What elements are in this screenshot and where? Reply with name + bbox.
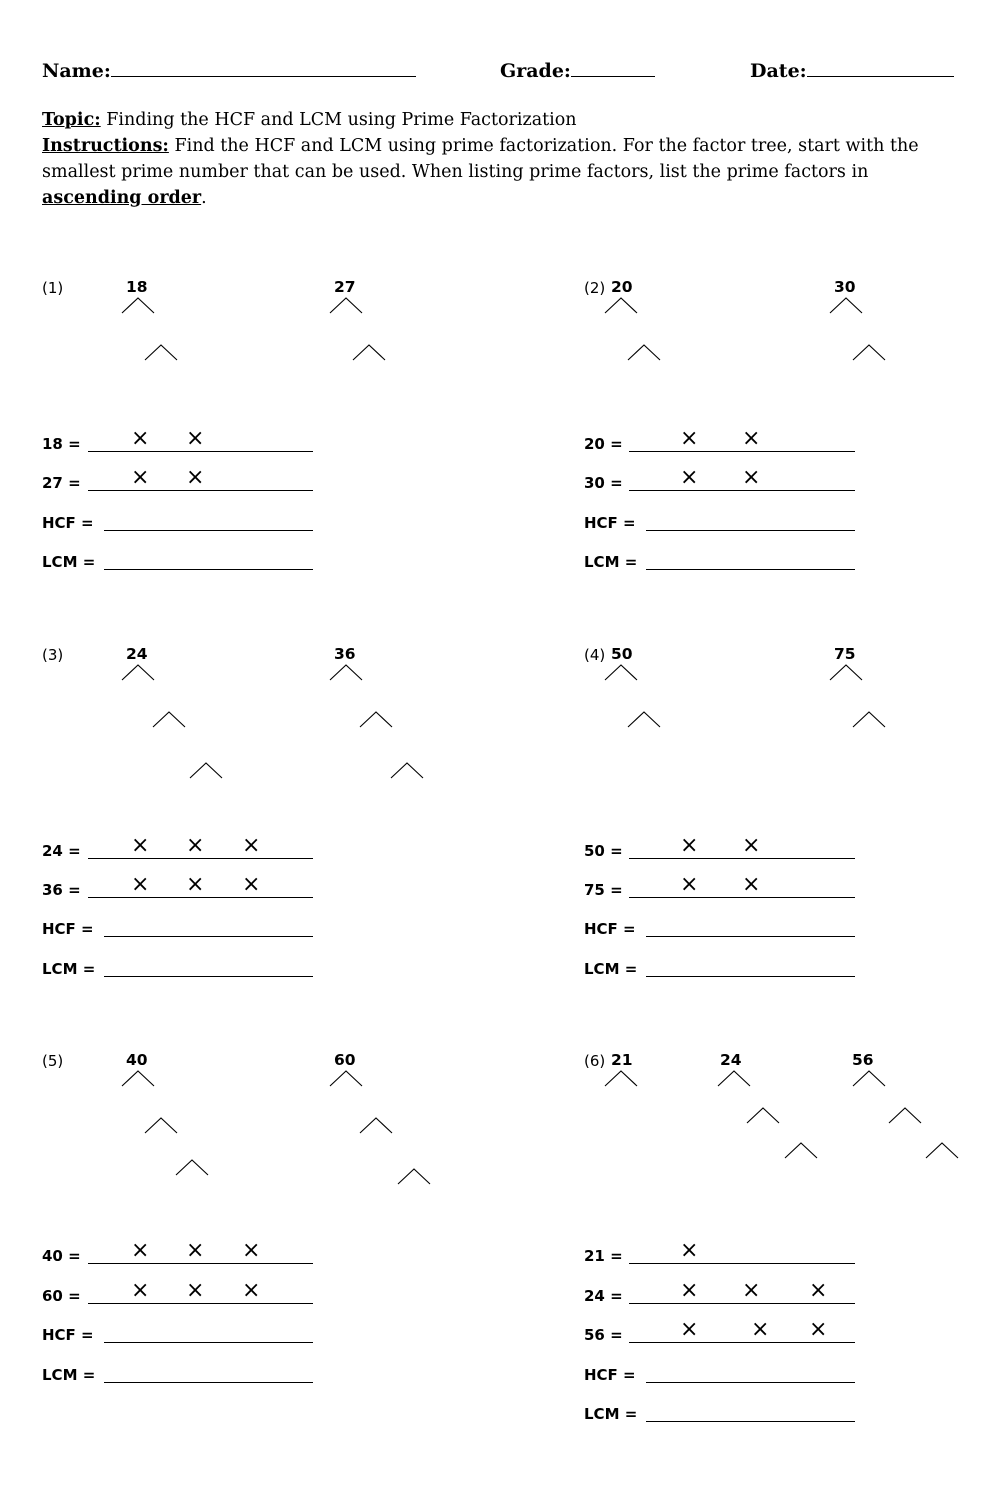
p6-lcm-answer-line[interactable] [646,1421,855,1422]
multiply-sign: × [131,465,150,490]
factor-tree-branch [122,1071,154,1086]
p5-lcm-answer-line[interactable] [104,1382,313,1383]
p3-number-a: 24 [126,645,148,663]
factor-tree-branch [360,712,392,727]
problem-2-label: (2) [584,279,606,297]
factor-tree-branch [747,1108,779,1123]
p4-lcm-answer-line[interactable] [646,976,855,977]
p1-b-answer-line[interactable] [88,490,313,491]
p1-lcm-answer-line[interactable] [104,569,313,570]
p2-number-b: 30 [834,278,856,296]
p5-a-answer-line[interactable] [88,1263,313,1264]
topic-label: Topic: [42,110,101,130]
factor-tree-branch [330,1071,362,1086]
p6-a-label: 21 = [584,1247,623,1265]
instructions-text: Find the HCF and LCM using prime factorization. For the factor tree, start with the smallest prime number that can be used. When listing prime factors, list the prime factors in [42,136,919,182]
p4-hcf-label: HCF = [584,920,636,938]
p2-a-answer-line[interactable] [629,451,855,452]
p5-hcf-answer-line[interactable] [104,1342,313,1343]
factor-tree-branch [122,298,154,313]
multiply-sign: × [680,1317,699,1342]
factor-tree-branch [605,1071,637,1086]
p5-b-answer-line[interactable] [88,1303,313,1304]
multiply-sign: × [186,1238,205,1263]
p2-number-a: 20 [611,278,633,296]
p1-hcf-answer-line[interactable] [104,530,313,531]
instructions-end: . [201,188,207,208]
factor-tree-branch [145,345,177,360]
factor-tree-branch [330,298,362,313]
ascending-order-emphasis: ascending order [42,188,202,208]
multiply-sign: × [186,833,205,858]
p3-a-answer-line[interactable] [88,858,313,859]
multiply-sign: × [809,1278,828,1303]
p4-number-a: 50 [611,645,633,663]
p4-a-answer-line[interactable] [629,858,855,859]
p1-number-b: 27 [334,278,356,296]
multiply-sign: × [742,833,761,858]
p2-b-answer-line[interactable] [629,490,855,491]
p3-number-b: 36 [334,645,356,663]
p3-hcf-answer-line[interactable] [104,936,313,937]
branch-group [122,298,958,1184]
multiply-sign: × [186,426,205,451]
p5-lcm-label: LCM = [42,1366,96,1384]
multiply-sign: × [131,833,150,858]
p1-b-label: 27 = [42,474,81,492]
factor-tree-branch [605,298,637,313]
p4-b-answer-line[interactable] [629,897,855,898]
multiply-sign: × [680,426,699,451]
p5-b-label: 60 = [42,1287,81,1305]
multiply-sign: × [242,833,261,858]
p3-hcf-label: HCF = [42,920,94,938]
p1-hcf-label: HCF = [42,514,94,532]
factor-tree-branch [330,665,362,680]
p2-a-label: 20 = [584,435,623,453]
p6-b-label: 24 = [584,1287,623,1305]
name-label: Name: [42,60,111,82]
p6-c-label: 56 = [584,1326,623,1344]
p6-number-a: 21 [611,1051,633,1069]
multiply-sign: × [809,1317,828,1342]
p4-hcf-answer-line[interactable] [646,936,855,937]
grade-label: Grade: [500,60,571,82]
factor-tree-branch [360,1118,392,1133]
multiply-sign: × [131,1238,150,1263]
p2-lcm-answer-line[interactable] [646,569,855,570]
multiply-sign: × [680,465,699,490]
p6-a-answer-line[interactable] [629,1263,855,1264]
p4-a-label: 50 = [584,842,623,860]
factor-tree-branch [889,1108,921,1123]
multiply-sign: × [186,465,205,490]
multiply-sign: × [242,1278,261,1303]
multiply-sign: × [742,872,761,897]
factor-tree-branch [153,712,185,727]
factor-tree-branch [190,763,222,778]
p5-a-label: 40 = [42,1247,81,1265]
problem-1-label: (1) [42,279,64,297]
problem-3-label: (3) [42,646,64,664]
factor-tree-branch [398,1169,430,1184]
p1-number-a: 18 [126,278,148,296]
p4-number-b: 75 [834,645,856,663]
multiply-sign: × [742,426,761,451]
multiply-sign: × [680,1238,699,1263]
factor-tree-branch [853,1071,885,1086]
multiply-sign: × [680,833,699,858]
factor-tree-branch [853,712,885,727]
problem-5-label: (5) [42,1052,64,1070]
factor-tree-branch [353,345,385,360]
multiply-sign: × [742,465,761,490]
factor-tree-branch [122,665,154,680]
factor-tree-branch [853,345,885,360]
problem-4-label: (4) [584,646,606,664]
problem-6-label: (6) [584,1052,606,1070]
p5-hcf-label: HCF = [42,1326,94,1344]
p2-hcf-label: HCF = [584,514,636,532]
multiply-sign: × [751,1317,770,1342]
p3-b-answer-line[interactable] [88,897,313,898]
p4-lcm-label: LCM = [584,960,638,978]
p1-lcm-label: LCM = [42,553,96,571]
multiply-sign: × [186,1278,205,1303]
p6-lcm-label: LCM = [584,1405,638,1423]
p4-b-label: 75 = [584,881,623,899]
multiply-sign: × [131,426,150,451]
p5-number-b: 60 [334,1051,356,1069]
factor-tree-branch [628,345,660,360]
p6-b-answer-line[interactable] [629,1303,855,1304]
multiply-sign: × [680,1278,699,1303]
p3-a-label: 24 = [42,842,81,860]
p6-c-answer-line[interactable] [629,1342,855,1343]
multiply-sign: × [742,1278,761,1303]
multiply-sign: × [680,872,699,897]
p6-number-c: 56 [852,1051,874,1069]
multiply-sign: × [131,872,150,897]
multiply-sign: × [186,872,205,897]
multiply-sign: × [242,872,261,897]
factor-tree-branch [830,298,862,313]
factor-tree-branch [391,763,423,778]
p3-lcm-label: LCM = [42,960,96,978]
factor-tree-branch [830,665,862,680]
factor-tree-branch [785,1143,817,1158]
p2-b-label: 30 = [584,474,623,492]
factor-tree-branch [605,665,637,680]
factor-tree-branch [718,1071,750,1086]
p1-a-answer-line[interactable] [88,451,313,452]
multiply-sign: × [242,1238,261,1263]
p6-number-b: 24 [720,1051,742,1069]
p5-number-a: 40 [126,1051,148,1069]
p1-a-label: 18 = [42,435,81,453]
p6-hcf-answer-line[interactable] [646,1382,855,1383]
instructions-label: Instructions: [42,136,169,156]
p3-b-label: 36 = [42,881,81,899]
factor-tree-branch [628,712,660,727]
factor-tree-branch [145,1118,177,1133]
p2-lcm-label: LCM = [584,553,638,571]
topic-text: Finding the HCF and LCM using Prime Factorization [100,110,577,130]
p3-lcm-answer-line[interactable] [104,976,313,977]
p6-hcf-label: HCF = [584,1366,636,1384]
factor-tree-branch [926,1143,958,1158]
factor-tree-branch [176,1160,208,1175]
date-label: Date: [750,60,807,82]
multiply-sign: × [131,1278,150,1303]
p2-hcf-answer-line[interactable] [646,530,855,531]
